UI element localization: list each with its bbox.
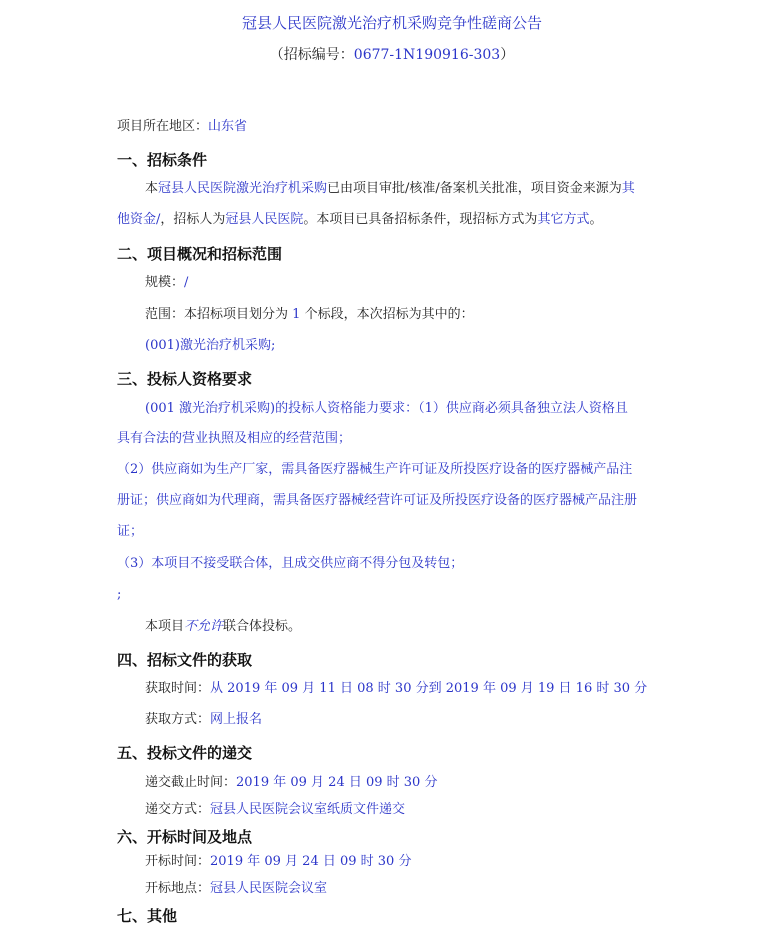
acquire-way-label: 获取方式： (145, 712, 211, 727)
submit-way-line (145, 801, 405, 819)
qualification-line: (001 激光治疗机采购)的投标人资格能力要求：（1）供应商必须具备独立法人资格且 (145, 401, 628, 416)
acquire-time-line (145, 680, 647, 698)
consortium-value: 不允许 (184, 619, 224, 634)
tender-code (0, 44, 784, 64)
qualification-line: （3）本项目不接受联合体，且成交供应商不得分包及转包； (117, 556, 464, 571)
opening-time-label: 开标时间： (145, 854, 211, 869)
qualification-line: ; (117, 587, 122, 602)
opening-time-line (145, 853, 411, 871)
section-4-heading: 四、招标文件的获取 (117, 651, 253, 669)
section-5-heading: 五、投标文件的递交 (117, 744, 253, 762)
conditions-text: ，招标人为 (160, 212, 226, 227)
conditions-text: 本 (145, 181, 159, 196)
acquire-time-value: 从 2019 年 09 月 11 日 08 时 30 分到 2019 年 09 月 19 日 16 时 30 分 (210, 681, 648, 696)
acquire-way-value: 网上报名 (210, 712, 263, 727)
tender-method: 其它方式 (537, 212, 590, 227)
submit-way-value: 冠县人民医院会议室纸质文件递交 (210, 802, 406, 817)
conditions-text: 。本项目已具备招标条件，现招标方式为 (303, 212, 538, 227)
section-2-heading: 二、项目概况和招标范围 (117, 245, 283, 263)
tender-code-suffix: ） (500, 47, 515, 63)
scope-text: 范围：本招标项目划分为 (145, 307, 289, 322)
lot-item: (001)激光治疗机采购; (145, 338, 276, 353)
opening-place-value: 冠县人民医院会议室 (210, 881, 328, 896)
submit-way-label: 递交方式： (145, 802, 211, 817)
opening-place-line (145, 880, 327, 898)
section-7-heading: 七、其他 (117, 907, 178, 925)
tender-code-value: 0677-1N190916-303 (353, 47, 501, 63)
consortium-text: 联合体投标。 (223, 619, 302, 634)
consortium-text: 本项目 (145, 619, 185, 634)
section-6-heading: 六、开标时间及地点 (117, 828, 253, 846)
opening-time-value: 2019 年 09 月 24 日 09 时 30 分 (210, 854, 412, 869)
conditions-text: 已由项目审批/核准/备案机关批准，项目资金来源为 (327, 181, 622, 196)
qualification-line: 具有合法的营业执照及相应的经营范围； (117, 431, 352, 446)
acquire-way-line (145, 711, 262, 729)
deadline-value: 2019 年 09 月 24 日 09 时 30 分 (236, 775, 438, 790)
section-1-heading: 一、招标条件 (117, 151, 208, 169)
project-name: 冠县人民医院激光治疗机采购 (158, 181, 328, 196)
region-label: 项目所在地区： (117, 119, 209, 134)
scale-value: / (184, 275, 189, 290)
region-value: 山东省 (208, 119, 248, 134)
document-title: 冠县人民医院激光治疗机采购竞争性磋商公告 (241, 14, 542, 32)
conditions-line-1 (145, 180, 635, 198)
fund-source: 他资金/ (117, 212, 161, 227)
conditions-text: 。 (589, 212, 603, 227)
scope-text: 个标段，本次招标为其中的： (304, 307, 474, 322)
opening-place-label: 开标地点： (145, 881, 211, 896)
lot-count: 1 (292, 307, 301, 322)
qualification-line: （2）供应商如为生产厂家，需具备医疗器械生产许可证及所投医疗设备的医疗器械产品注 (117, 462, 633, 477)
section-3-heading: 三、投标人资格要求 (117, 370, 253, 388)
scale-line (145, 274, 188, 292)
project-region (117, 118, 247, 136)
acquire-time-label: 获取时间： (145, 681, 211, 696)
scale-label: 规模： (145, 275, 185, 290)
fund-source: 其 (621, 181, 635, 196)
conditions-line-2 (117, 211, 602, 229)
tender-code-prefix: （招标编号： (269, 47, 354, 63)
qualification-line: 证； (117, 524, 144, 539)
deadline-label: 递交截止时间： (145, 775, 237, 790)
deadline-line (145, 774, 437, 792)
consortium-line (145, 618, 301, 636)
tenderer-name: 冠县人民医院 (225, 212, 304, 227)
qualification-line: 册证；供应商如为代理商，需具备医疗器械经营许可证及所投医疗设备的医疗器械产品注册 (117, 493, 638, 508)
scope-line (145, 306, 474, 324)
